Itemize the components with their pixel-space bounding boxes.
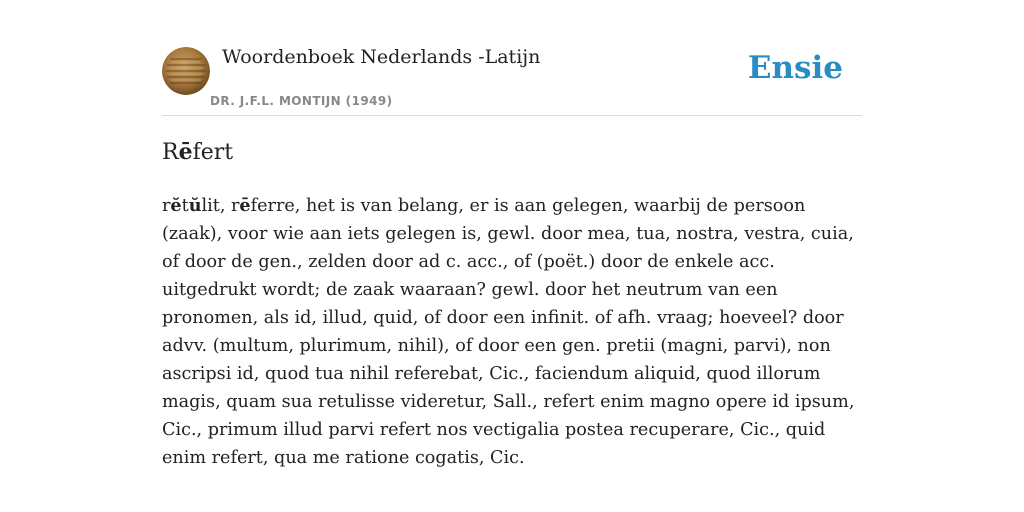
book-cover-image[interactable] [162,47,210,95]
entry-title-suffix: fert [192,140,234,165]
headword-accent: ē [239,195,251,216]
book-author: DR. J.F.L. MONTIJN (1949) [210,94,393,108]
ensie-logo-link[interactable]: Ensie [747,50,843,86]
headword-part: r [162,196,171,216]
entry-definition [162,192,862,472]
headword-accent: ŭ [188,195,202,216]
entry-title [162,139,233,165]
entry-title-prefix: R [162,140,179,165]
definition-text: ferre, het is van belang, er is aan gelegen, waarbij de persoon (zaak), voor wie aan iets gelegen is, gewl. door mea, tua, nostra, vestra, cuia, of door de gen., zelden door ad c. acc., of (poët.) door de enkele acc. uitgedrukt wordt; de zaak waaraan? gewl. door het neutrum van een pronomen, als id, illud, quid, of door een infinit. of afh. vraag; hoeveel? door advv. (multum, plurimum, nihil), of door een gen. pretii (magni, parvi), non ascripsi id, quod tua nihil referebat, Cic., faciendum aliquid, quod illorum magis, quam sua retulisse videretur, Sall., refert enim magno opere id ipsum, Cic., primum illud parvi refert nos vectigalia postea recuperare, Cic., quid enim refert, qua me ratione cogatis, Cic. [162,196,855,468]
entry-title-accent: ē [178,139,193,165]
headword-part: lit, r [201,196,240,216]
header [162,44,862,116]
book-title[interactable]: Woordenboek Nederlands -Latijn [222,46,541,68]
headword-accent: ĕ [170,195,182,216]
headword-part: t [181,196,189,216]
